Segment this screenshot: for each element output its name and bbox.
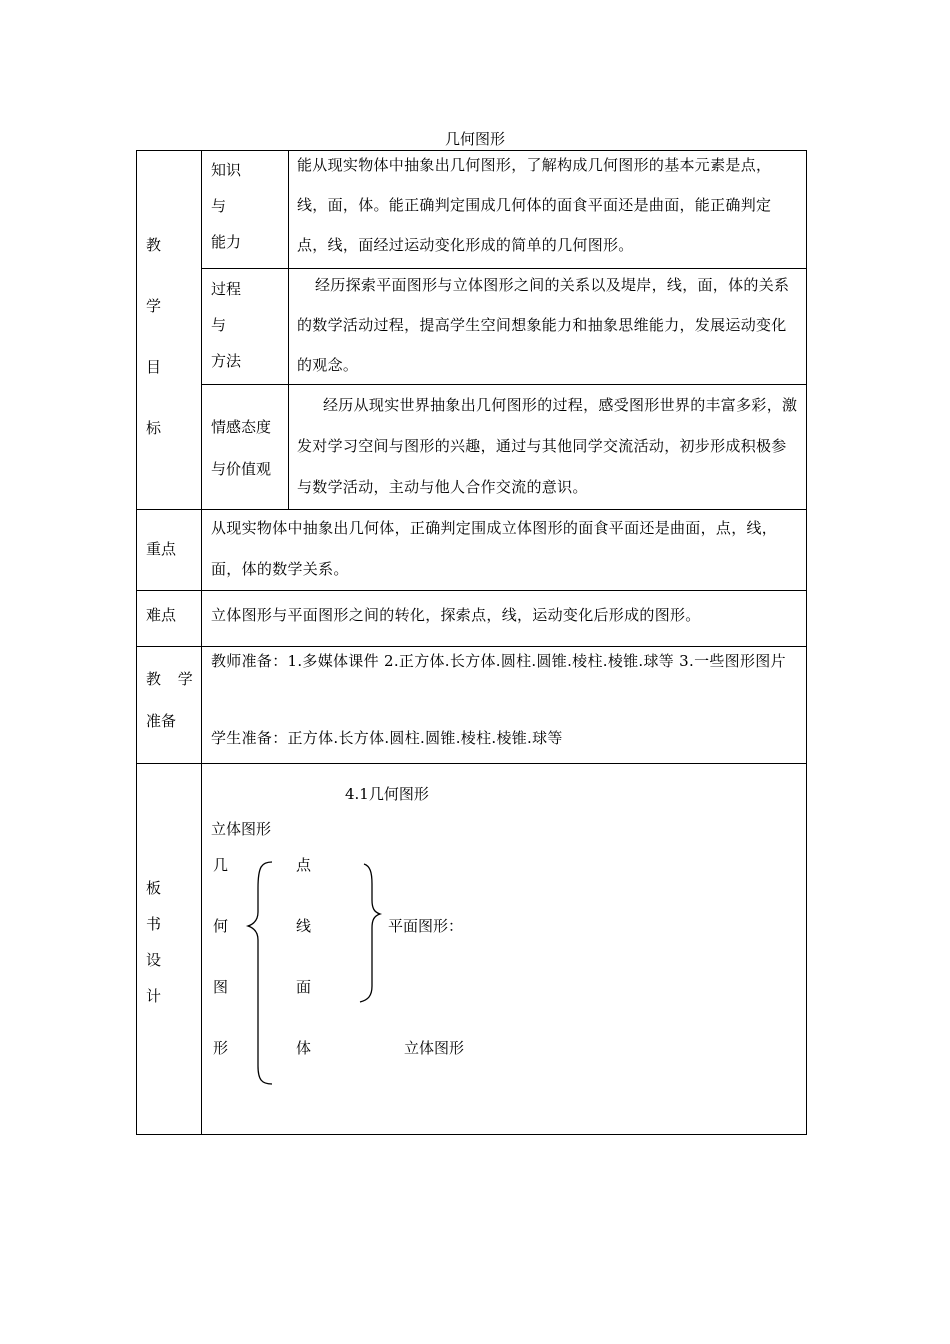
board-left-char: 图 bbox=[213, 978, 229, 996]
board-left-char: 几 bbox=[213, 856, 229, 874]
column-divider bbox=[201, 150, 202, 1135]
board-left-char: 何 bbox=[213, 917, 229, 935]
board-element: 面 bbox=[296, 978, 312, 996]
teacher-preparation: 教师准备：1.多媒体课件 2.正方体.长方体.圆柱.圆锥.棱柱.棱锥.球等 3.一些图形图片 bbox=[211, 652, 786, 670]
board-left-char: 形 bbox=[213, 1039, 229, 1057]
key-points-text: 从现实物体中抽象出几何体，正确判定围成立体图形的面食平面还是曲面，点，线，面，体的数学关系。 bbox=[211, 519, 778, 578]
objectives-header-char: 标 bbox=[146, 419, 162, 437]
difficulties-label: 难点 bbox=[146, 606, 177, 624]
label-line: 与 bbox=[211, 197, 227, 215]
preparation-label bbox=[146, 658, 199, 742]
label-line: 教 学 bbox=[146, 670, 199, 688]
label-line: 知识 bbox=[211, 161, 242, 179]
objective-label-process bbox=[211, 271, 241, 379]
objectives-header-char: 目 bbox=[146, 358, 162, 376]
objectives-header bbox=[146, 215, 161, 459]
board-label-char: 书 bbox=[146, 915, 162, 933]
label-line: 与 bbox=[211, 316, 227, 334]
right-brace-icon bbox=[354, 860, 384, 1006]
row-divider bbox=[136, 590, 807, 591]
board-label bbox=[146, 870, 161, 1014]
objective-column-divider bbox=[288, 150, 289, 509]
document-title: 几何图形 bbox=[444, 130, 505, 148]
board-label-char: 板 bbox=[146, 879, 162, 897]
objective-label-knowledge bbox=[211, 152, 241, 260]
objective-text-knowledge: 能从现实物体中抽象出几何图形，了解构成几何图形的基本元素是点，线，面，体。能正确判定围成几何体的面食平面还是曲面，能正确判定点，线，面经过运动变化形成的简单的几何图形。 bbox=[297, 156, 772, 254]
board-label-char: 设 bbox=[146, 951, 162, 969]
label-line: 与价值观 bbox=[211, 460, 272, 478]
label-line: 方法 bbox=[211, 352, 242, 370]
board-element: 体 bbox=[296, 1039, 312, 1057]
student-preparation: 学生准备：正方体.长方体.圆柱.圆锥.棱柱.棱锥.球等 bbox=[211, 729, 563, 747]
objective-text-process: 经历探索平面图形与立体图形之间的关系以及堤岸，线，面，体的关系的数学活动过程，提高学生空间想象能力和抽象思维能力，发展运动变化的观念。 bbox=[297, 276, 790, 374]
label-line: 情感态度 bbox=[211, 418, 272, 436]
label-line: 准备 bbox=[146, 712, 177, 730]
board-element: 点 bbox=[296, 856, 312, 874]
objectives-header-char: 教 bbox=[146, 236, 162, 254]
board-solid-label-bottom: 立体图形 bbox=[404, 1039, 465, 1057]
objective-label-attitude bbox=[211, 406, 271, 490]
board-plane-label: 平面图形： bbox=[388, 917, 464, 935]
label-line: 过程 bbox=[211, 280, 242, 298]
key-points-label: 重点 bbox=[146, 540, 177, 558]
objectives-header-char: 学 bbox=[146, 297, 162, 315]
label-line: 能力 bbox=[211, 233, 242, 251]
board-label-char: 计 bbox=[146, 987, 162, 1005]
left-brace-icon bbox=[240, 858, 280, 1090]
board-heading: 4.1几何图形 bbox=[345, 785, 429, 803]
board-element: 线 bbox=[296, 917, 312, 935]
objective-text-attitude: 经历从现实世界抽象出几何图形的过程，感受图形世界的丰富多彩，激发对学习空间与图形的兴趣，通过与其他同学交流活动，初步形成积极参与数学活动，主动与他人合作交流的意识。 bbox=[297, 396, 798, 496]
difficulties-text: 立体图形与平面图形之间的转化，探索点，线，运动变化后形成的图形。 bbox=[211, 606, 701, 624]
row-divider bbox=[136, 763, 807, 764]
board-solid-label-top: 立体图形 bbox=[211, 820, 272, 838]
